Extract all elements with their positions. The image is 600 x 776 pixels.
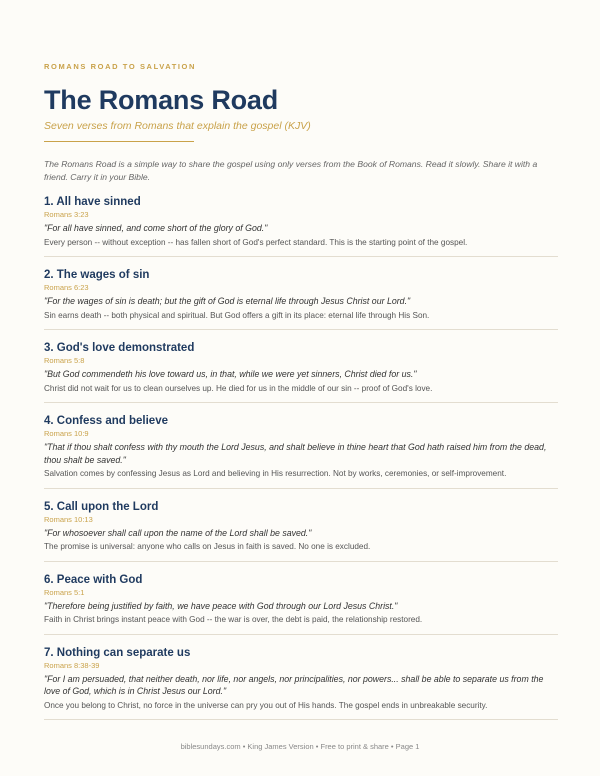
verse-quote: "For all have sinned, and come short of the glory of God." <box>44 223 268 233</box>
verse-heading: 2. The wages of sin <box>44 269 150 281</box>
verse-section <box>44 501 558 562</box>
page-title: The Romans Road <box>44 85 279 115</box>
verse-note: Sin earns death -- both physical and spiritual. But God offers a gift in its place: eternal life through His Son. <box>44 310 430 320</box>
verse-quote: "For the wages of sin is death; but the gift of God is eternal life through Jesus Christ our Lord." <box>44 296 411 306</box>
intro-paragraph: The Romans Road is a simple way to share the gospel using only verses from the Book of Romans. Read it slowly. Share it with a friend. Carry it in your Bible. <box>44 159 538 182</box>
verse-heading: 6. Peace with God <box>44 573 143 586</box>
verse-section <box>44 415 558 489</box>
verse-reference: Romans 8:38-39 <box>44 660 100 670</box>
page-footer: biblesundays.com • King James Version • Free to print & share • Page 1 <box>180 742 420 751</box>
verse-section <box>44 342 558 403</box>
page-subtitle: Seven verses from Romans that explain the gospel (KJV) <box>44 120 311 132</box>
verse-section <box>44 574 558 635</box>
verse-quote: "For whosoever shall call upon the name of the Lord shall be saved." <box>44 527 312 538</box>
verse-quote: "Therefore being justified by faith, we have peace with God through our Lord Jesus Christ." <box>44 600 398 611</box>
verse-quote: "But God commendeth his love toward us, in that, while we were yet sinners, Christ died for us." <box>44 369 417 379</box>
verse-section <box>44 269 558 330</box>
verse-heading: 7. Nothing can separate us <box>44 646 191 659</box>
verse-note: Every person -- without exception -- has fallen short of God's perfect standard. This is the starting point of the gospel. <box>44 237 468 247</box>
document-page <box>44 62 558 720</box>
verse-reference: Romans 10:9 <box>44 429 89 438</box>
verse-heading: 1. All have sinned <box>44 196 141 208</box>
verse-section <box>44 647 558 721</box>
verse-reference: Romans 6:23 <box>44 283 89 292</box>
verse-reference: Romans 5:8 <box>44 356 85 365</box>
verse-note: The promise is universal: anyone who calls on Jesus in faith is saved. No one is excluded. <box>44 542 371 551</box>
verse-note: Christ did not wait for us to clean ourselves up. He died for us in the middle of our sin -- proof of God's love. <box>44 383 433 393</box>
verse-heading: 5. Call upon the Lord <box>44 500 159 513</box>
title-divider <box>44 141 194 142</box>
verse-heading: 3. God's love demonstrated <box>44 342 195 354</box>
verse-heading: 4. Confess and believe <box>44 415 168 427</box>
verse-reference: Romans 10:13 <box>44 514 93 524</box>
verse-reference: Romans 5:1 <box>44 587 85 597</box>
verse-reference: Romans 3:23 <box>44 210 89 219</box>
verse-note: Salvation comes by confessing Jesus as Lord and believing in His resurrection. Not by works, ceremonies, or self-improvement. <box>44 469 507 478</box>
verse-quote: "For I am persuaded, that neither death, nor life, nor angels, nor principalities, nor powers... shall be able to separate us from the love of God, which is in Christ Jesus our Lord." <box>44 673 544 696</box>
verse-section <box>44 196 558 257</box>
verse-quote: "That if thou shalt confess with thy mouth the Lord Jesus, and shalt believe in thine heart that God hath raised him from the dead, thou shalt be saved." <box>44 442 547 465</box>
verse-note: Once you belong to Christ, no force in the universe can pry you out of His hands. The gospel ends in unbreakable security. <box>44 700 488 710</box>
verse-note: Faith in Christ brings instant peace with God -- the war is over, the debt is paid, the relationship restored. <box>44 615 423 624</box>
kicker-label: ROMANS ROAD TO SALVATION <box>44 62 197 71</box>
